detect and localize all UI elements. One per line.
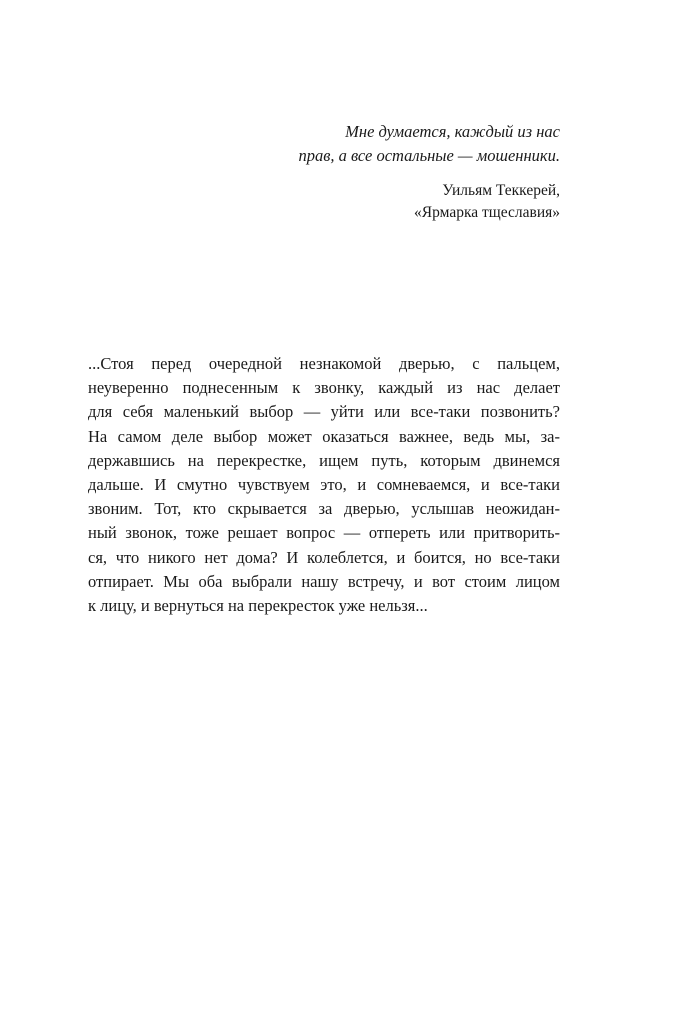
paragraph-line: дальше. И смутно чувствуем это, и сомневаемся, и все-таки	[88, 475, 560, 495]
paragraph-line: к лицу, и вернуться на перекресток уже нельзя...	[88, 596, 428, 616]
paragraph-line: неуверенно поднесенным к звонку, каждый из нас делает	[88, 378, 560, 398]
epigraph-attribution	[298, 180, 560, 224]
paragraph-line: ся, что никого нет дома? И колеблется, и боится, но все-таки	[88, 547, 560, 567]
paragraph-line: для себя маленький выбор — уйти или все-таки позвонить?	[88, 402, 560, 422]
epigraph-quote	[298, 120, 560, 168]
epigraph-author: Уильям Теккерей,	[442, 182, 560, 199]
paragraph-line: отпирает. Мы оба выбрали нашу встречу, и вот стоим лицом	[88, 571, 560, 591]
paragraph-line: звоним. Тот, кто скрывается за дверью, услышав неожидан-	[88, 499, 560, 519]
epigraph	[298, 120, 560, 224]
epigraph-quote-line: прав, а все остальные — мошенники.	[298, 146, 560, 165]
epigraph-quote-line: Мне думается, каждый из нас	[345, 122, 560, 141]
paragraph-line: ный звонок, тоже решает вопрос — отпереть или притворить-	[88, 523, 560, 543]
paragraph-line: На самом деле выбор может оказаться важнее, ведь мы, за-	[88, 426, 560, 446]
body-paragraph	[88, 352, 560, 618]
paragraph-line: ...Стоя перед очередной незнакомой дверью, с пальцем,	[88, 354, 560, 373]
epigraph-source: «Ярмарка тщеславия»	[414, 204, 560, 221]
paragraph-line: державшись на перекрестке, ищем путь, которым двинемся	[88, 450, 560, 470]
